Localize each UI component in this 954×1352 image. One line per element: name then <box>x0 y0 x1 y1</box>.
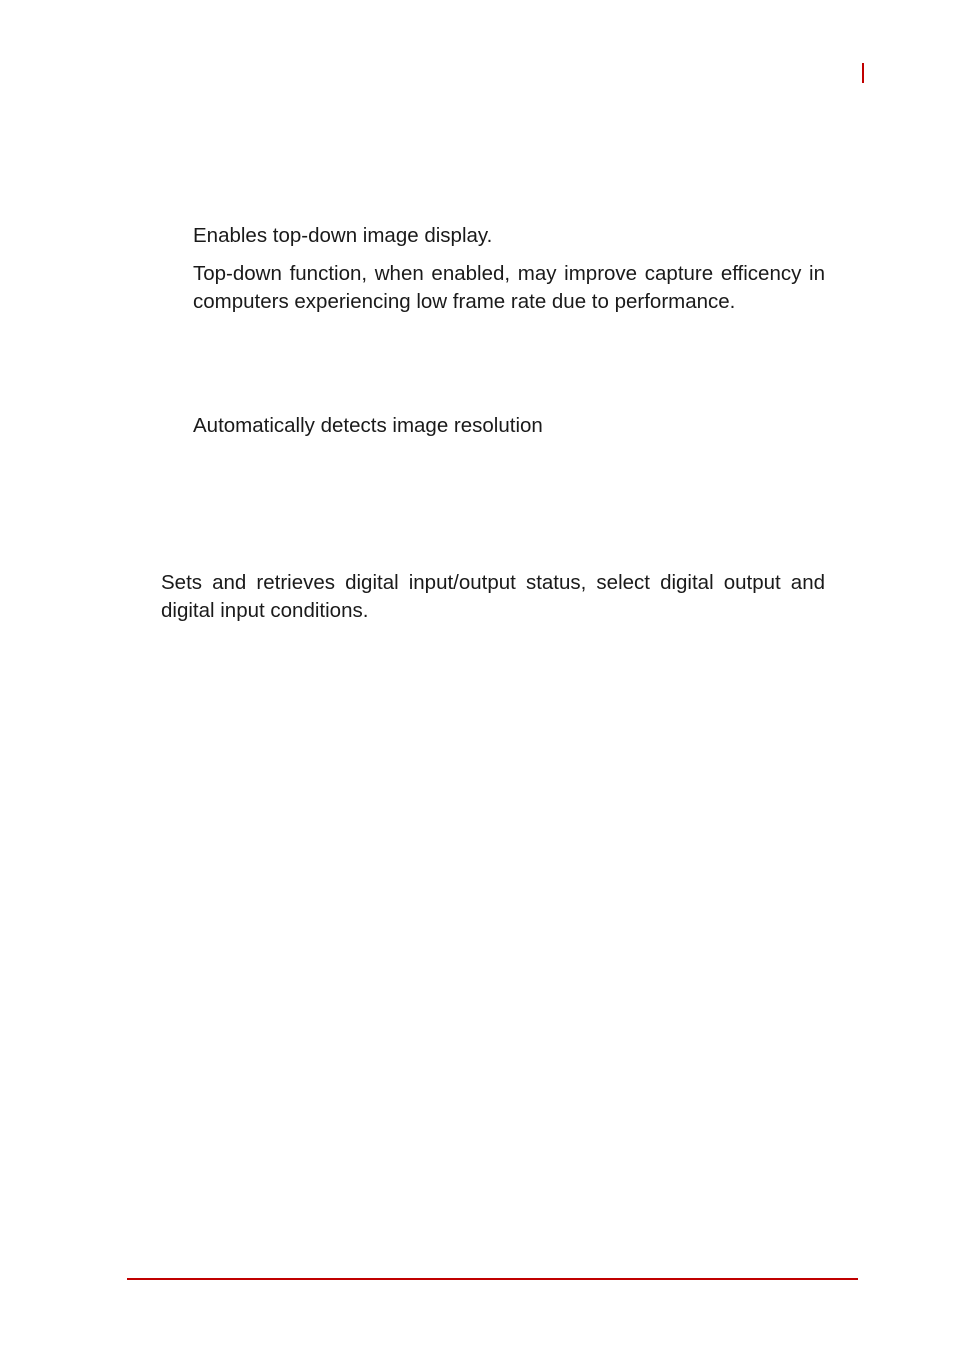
header-accent-bar <box>862 63 864 83</box>
paragraph-digital-io: Sets and retrieves digital input/output status, select digital output and digital input conditions. <box>161 571 825 622</box>
footer-divider <box>127 1278 858 1280</box>
paragraph-top-down-display: Enables top-down image display. <box>193 224 493 247</box>
paragraph-auto-resolution: Automatically detects image resolution <box>193 414 543 437</box>
paragraph-top-down-efficiency: Top-down function, when enabled, may improve capture efficency in computers experiencing low frame rate due to performance. <box>193 262 825 313</box>
